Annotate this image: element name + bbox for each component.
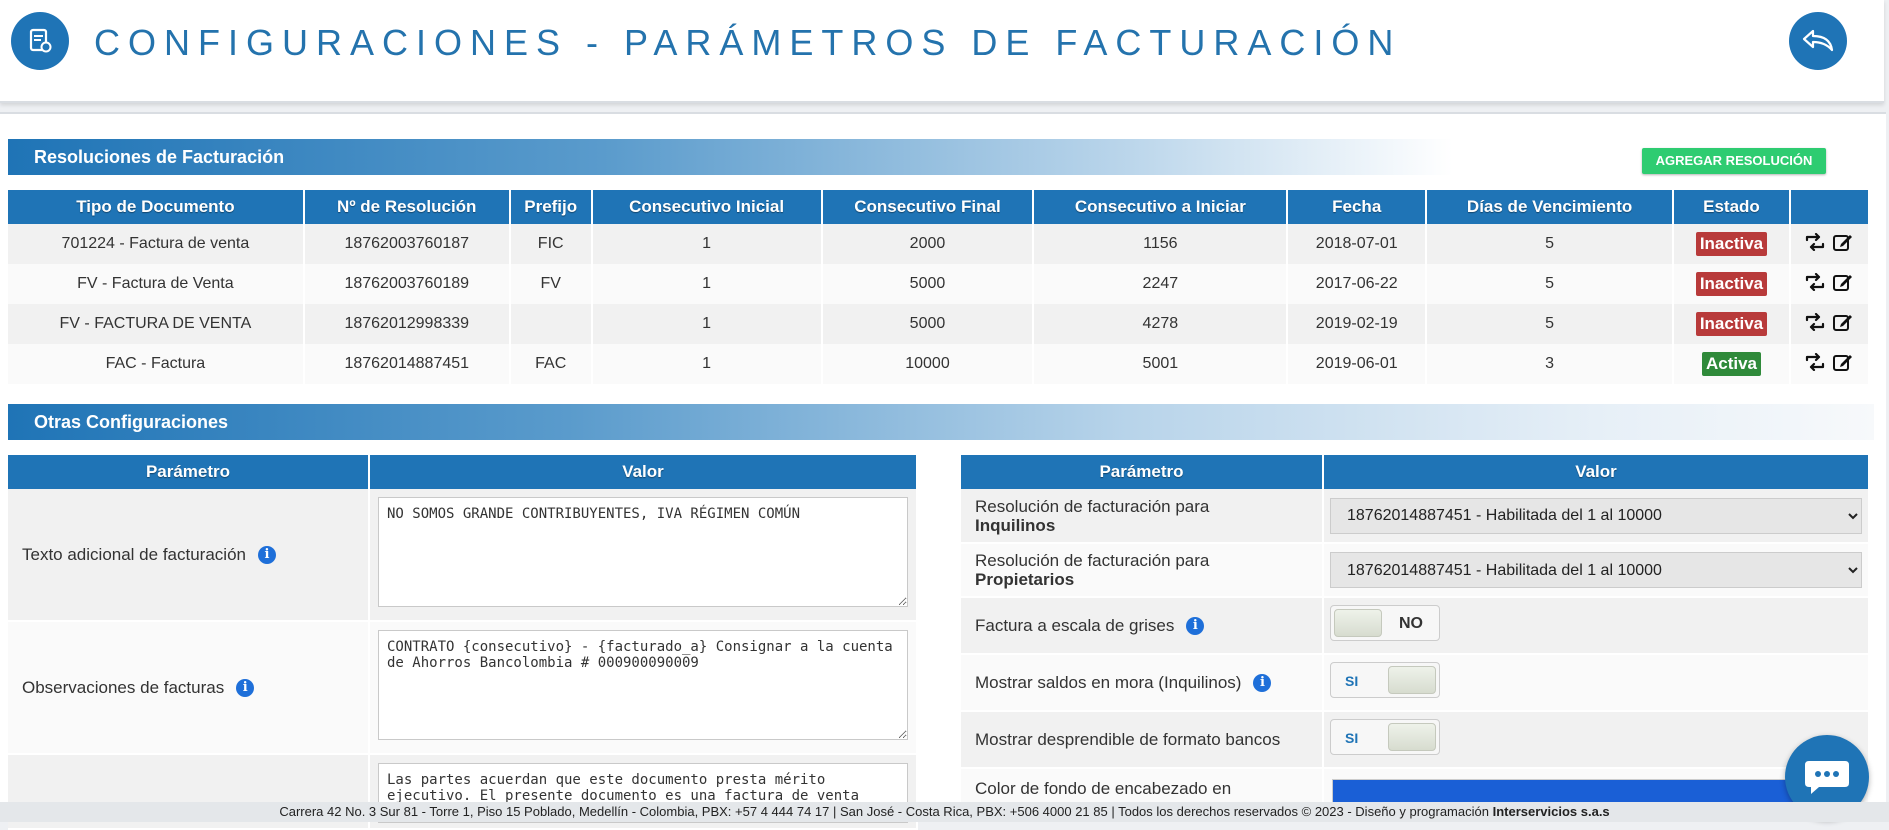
section-title-resoluciones: Resoluciones de Facturación (8, 139, 1708, 175)
config-label: Mostrar desprendible de formato bancos (961, 711, 1323, 768)
footer (0, 802, 1889, 822)
cell-iniciar: 5001 (1033, 344, 1287, 384)
config-value-cell (369, 489, 917, 621)
config-label: Color de fondo de encabezado en (961, 768, 1323, 810)
col-header[interactable]: Consecutivo a Iniciar (1033, 190, 1287, 224)
add-resolution-button[interactable]: AGREGAR RESOLUCIÓN (1642, 148, 1826, 174)
config-row (961, 543, 1869, 597)
edit-icon[interactable] (1832, 272, 1854, 292)
col-header-actions (1790, 190, 1869, 224)
cell-prefijo (510, 304, 592, 344)
col-header-parametro: Parámetro (961, 455, 1323, 489)
config-label (961, 597, 1323, 654)
toggle-knob (1388, 723, 1436, 751)
observaciones-textarea[interactable] (378, 630, 908, 740)
cell-final: 10000 (822, 344, 1034, 384)
col-header[interactable]: Nº de Resolución (304, 190, 510, 224)
cell-resolucion: 18762003760189 (304, 264, 510, 304)
cell-inicial: 1 (592, 344, 822, 384)
config-label-text: Observaciones de facturas (22, 677, 225, 697)
refresh-icon[interactable] (1804, 233, 1826, 251)
config-table-right (961, 455, 1870, 811)
edit-icon[interactable] (1832, 312, 1854, 332)
cell-estado (1673, 344, 1790, 384)
table-row (8, 344, 1869, 384)
refresh-icon[interactable] (1804, 353, 1826, 371)
config-value-cell (369, 621, 917, 754)
config-table-left (8, 455, 918, 830)
cell-resolucion: 18762012998339 (304, 304, 510, 344)
status-badge: Activa (1702, 352, 1761, 376)
footer-text: Carrera 42 No. 3 Sur 81 - Torre 1, Piso 15 Poblado, Medellín - Colombia, PBX: +57 4 444 74 17 | San José - Costa Rica, PBX: +506 4000 21 85 | Todos los derechos reservados © 2023 - Diseño y programación (279, 804, 1493, 819)
info-icon[interactable]: i (1253, 674, 1271, 692)
col-header[interactable]: Prefijo (510, 190, 592, 224)
cell-dias: 5 (1426, 304, 1673, 344)
status-badge: Inactiva (1696, 232, 1767, 256)
cell-dias: 5 (1426, 264, 1673, 304)
cell-actions (1790, 264, 1869, 304)
config-label-text: Mostrar saldos en mora (Inquilinos) (975, 672, 1242, 692)
col-header-valor: Valor (369, 455, 917, 489)
cell-actions (1790, 344, 1869, 384)
status-badge: Inactiva (1696, 312, 1767, 336)
top-header (0, 0, 1884, 103)
cell-final: 2000 (822, 224, 1034, 264)
cell-tipo: 701224 - Factura de venta (8, 224, 304, 264)
cell-fecha: 2019-02-19 (1287, 304, 1426, 344)
col-header-parametro: Parámetro (8, 455, 369, 489)
cell-resolucion: 18762014887451 (304, 344, 510, 384)
chat-bubble-icon (1803, 757, 1851, 797)
config-row (961, 597, 1869, 654)
table-row (8, 264, 1869, 304)
cell-inicial: 1 (592, 224, 822, 264)
cell-iniciar: 2247 (1033, 264, 1287, 304)
refresh-icon[interactable] (1804, 273, 1826, 291)
table-row (8, 224, 1869, 264)
saldos-toggle[interactable] (1330, 662, 1440, 698)
col-header[interactable]: Fecha (1287, 190, 1426, 224)
cell-resolucion: 18762003760187 (304, 224, 510, 264)
col-header[interactable]: Consecutivo Final (822, 190, 1034, 224)
config-row (8, 621, 917, 754)
edit-icon[interactable] (1832, 352, 1854, 372)
desprendible-toggle[interactable] (1330, 719, 1440, 755)
col-header[interactable]: Tipo de Documento (8, 190, 304, 224)
cell-final: 5000 (822, 304, 1034, 344)
cell-dias: 3 (1426, 344, 1673, 384)
cell-iniciar: 1156 (1033, 224, 1287, 264)
cell-prefijo: FIC (510, 224, 592, 264)
config-label (961, 654, 1323, 711)
invoice-settings-icon (11, 12, 69, 70)
cell-fecha: 2017-06-22 (1287, 264, 1426, 304)
col-header[interactable]: Estado (1673, 190, 1790, 224)
cell-tipo: FV - FACTURA DE VENTA (8, 304, 304, 344)
cell-tipo: FAC - Factura (8, 344, 304, 384)
propietarios-resolution-select[interactable] (1330, 552, 1862, 588)
cell-estado (1673, 264, 1790, 304)
col-header-valor: Valor (1323, 455, 1869, 489)
cell-fecha: 2019-06-01 (1287, 344, 1426, 384)
table-row (8, 304, 1869, 344)
cell-estado (1673, 304, 1790, 344)
config-label-text: Texto adicional de facturación (22, 544, 246, 564)
config-label-bold: Propietarios (975, 570, 1075, 589)
footer-brand: Interservicios s.a.s (1492, 804, 1610, 819)
toggle-text: NO (1399, 615, 1423, 632)
config-label-text: Factura a escala de grises (975, 615, 1175, 635)
refresh-icon[interactable] (1804, 313, 1826, 331)
toggle-knob (1388, 666, 1436, 694)
toggle-text: SI (1345, 673, 1359, 689)
col-header[interactable]: Consecutivo Inicial (592, 190, 822, 224)
config-label (961, 489, 1323, 543)
config-row (961, 711, 1869, 768)
toggle-text: SI (1345, 730, 1359, 746)
cell-prefijo: FAC (510, 344, 592, 384)
config-label (961, 543, 1323, 597)
config-value-cell (1323, 654, 1869, 711)
cell-inicial: 1 (592, 264, 822, 304)
info-icon[interactable]: i (1186, 617, 1204, 635)
cell-iniciar: 4278 (1033, 304, 1287, 344)
config-label (8, 489, 369, 621)
config-label-text: Resolución de facturación para (975, 496, 1210, 516)
cell-estado (1673, 224, 1790, 264)
page-title: CONFIGURACIONES - PARÁMETROS DE FACTURACIÓN (94, 22, 1402, 63)
cell-tipo: FV - Factura de Venta (8, 264, 304, 304)
config-value-cell (1323, 711, 1869, 768)
cell-inicial: 1 (592, 304, 822, 344)
cell-actions (1790, 224, 1869, 264)
config-row (961, 489, 1869, 543)
cell-final: 5000 (822, 264, 1034, 304)
back-arrow-icon (1801, 28, 1835, 54)
config-label-text: Resolución de facturación para (975, 551, 1210, 570)
config-row (8, 489, 917, 621)
cell-fecha: 2018-07-01 (1287, 224, 1426, 264)
edit-icon[interactable] (1832, 232, 1854, 252)
cell-prefijo: FV (510, 264, 592, 304)
texto-adicional-textarea[interactable] (378, 497, 908, 607)
config-label-bold: Inquilinos (975, 515, 1056, 535)
config-value-cell (1323, 489, 1869, 543)
config-row (961, 654, 1869, 711)
cell-actions (1790, 304, 1869, 344)
info-icon[interactable]: i (236, 679, 254, 697)
info-icon[interactable]: i (258, 546, 276, 564)
col-header[interactable]: Días de Vencimiento (1426, 190, 1673, 224)
section-title-otras: Otras Configuraciones (8, 404, 1874, 440)
grises-toggle[interactable] (1330, 605, 1440, 641)
toggle-knob (1334, 609, 1382, 637)
config-label (8, 621, 369, 754)
inquilinos-resolution-select[interactable] (1330, 498, 1862, 534)
back-button[interactable] (1789, 12, 1847, 70)
config-value-cell (1323, 597, 1869, 654)
cell-dias: 5 (1426, 224, 1673, 264)
status-badge: Inactiva (1696, 272, 1767, 296)
resolutions-table (8, 190, 1870, 384)
config-value-cell (1323, 543, 1869, 597)
